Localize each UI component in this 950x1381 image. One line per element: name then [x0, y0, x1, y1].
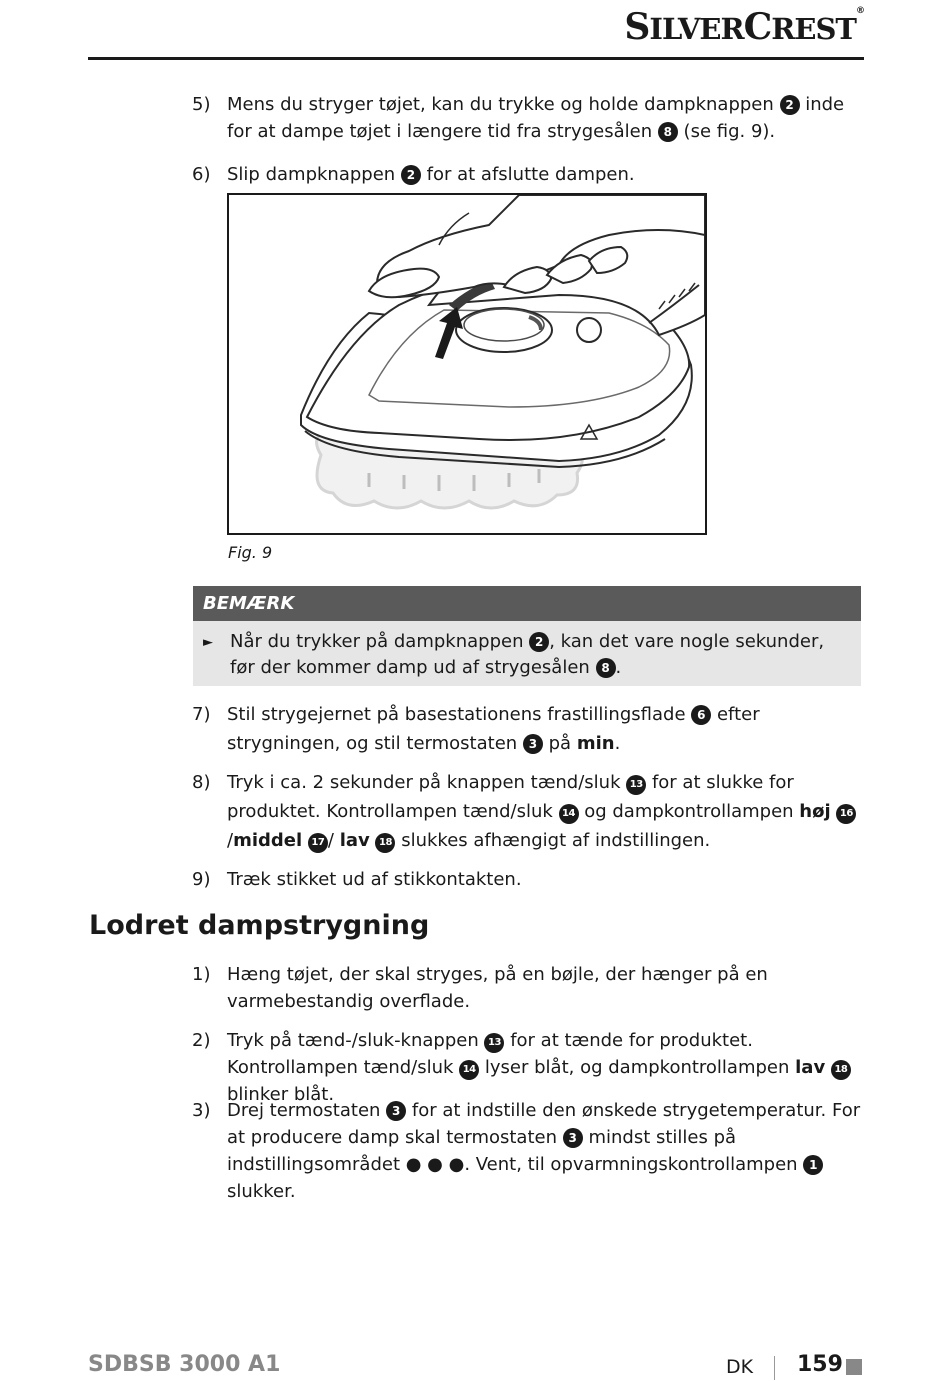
callout-badge: 18 — [375, 833, 395, 853]
steam-iron-illustration — [229, 195, 705, 533]
note-heading: BEMÆRK — [193, 586, 861, 621]
callout-badge: 17 — [308, 833, 328, 853]
figure-9-illustration — [227, 193, 707, 535]
callout-badge: 2 — [780, 95, 800, 115]
page-number: 159 — [797, 1352, 843, 1377]
callout-badge: 14 — [559, 804, 579, 824]
callout-badge: 3 — [523, 734, 543, 754]
step-1 — [192, 961, 864, 1015]
figure-caption: Fig. 9 — [228, 543, 273, 562]
step-number: 2) — [192, 1030, 211, 1051]
callout-badge: 1 — [803, 1155, 823, 1175]
callout-badge: 13 — [626, 775, 646, 795]
callout-badge: 2 — [529, 632, 549, 652]
step-2 — [192, 1027, 864, 1108]
callout-badge: 2 — [401, 165, 421, 185]
callout-badge: 6 — [691, 705, 711, 725]
step-text: Drej termostaten 3 for at indstille den ønskede strygetemperatur. For at producere damp skal termostaten 3 mindst stilles på indstillingsområdet ● ● ●. Vent, til opvarmningskontrollampen 1 slukker. — [227, 1100, 861, 1202]
step-8 — [192, 768, 864, 855]
callout-badge: 18 — [831, 1060, 851, 1080]
step-text: Stil strygejernet på basestationens frastillingsflade 6 efter strygningen, og stil termostaten 3 på min. — [227, 704, 760, 754]
footer-model-number: SDBSB 3000 A1 — [88, 1352, 281, 1377]
step-6 — [192, 161, 864, 188]
callout-badge: 14 — [459, 1060, 479, 1080]
setting-dots: ● ● ● — [405, 1154, 465, 1175]
step-text: Slip dampknappen 2 for at afslutte dampen. — [227, 164, 635, 185]
step-number: 8) — [192, 772, 211, 793]
footer-language: DK — [726, 1356, 754, 1378]
step-number: 6) — [192, 164, 211, 185]
step-number: 3) — [192, 1100, 211, 1121]
step-9 — [192, 866, 864, 893]
callout-badge: 3 — [563, 1128, 583, 1148]
section-title: Lodret dampstrygning — [89, 910, 430, 941]
step-number: 5) — [192, 94, 211, 115]
footer-square-icon — [846, 1359, 862, 1375]
step-text: Tryk på tænd-/sluk-knappen 13 for at tænde for produktet. Kontrollampen tænd/sluk 14 lyser blåt, og dampkontrollampen lav 18 blinker blåt. — [227, 1027, 864, 1108]
step-number: 7) — [192, 704, 211, 725]
step-text: Træk stikket ud af stikkontakten. — [227, 869, 522, 890]
header-rule — [88, 57, 864, 60]
callout-badge: 8 — [596, 658, 616, 678]
bullet-arrow-icon: ► — [203, 635, 213, 650]
step-number: 9) — [192, 869, 211, 890]
step-5 — [192, 91, 864, 145]
callout-badge: 3 — [386, 1101, 406, 1121]
note-body: ► Når du trykker på dampknappen 2 , kan det vare nogle sekunder, før der kommer damp ud af strygesålen 8 . — [193, 621, 861, 686]
step-3 — [192, 1097, 864, 1205]
callout-badge: 16 — [836, 804, 856, 824]
callout-badge: 13 — [484, 1033, 504, 1053]
brand-logo: SILVERCREST® — [624, 6, 864, 48]
step-number: 1) — [192, 964, 211, 985]
step-text: Tryk i ca. 2 sekunder på knappen tænd/sluk 13 for at slukke for produktet. Kontrollampen tænd/sluk 14 og dampkontrollampen høj 16/middel 17 / lav 18 slukkes afhængigt af indstillingen. — [227, 768, 864, 855]
footer-separator — [774, 1356, 775, 1380]
step-text: Mens du stryger tøjet, kan du trykke og holde dampknappen 2 inde for at dampe tøjet i længere tid fra strygesålen 8 (se fig. 9). — [227, 94, 845, 142]
step-text: Hæng tøjet, der skal stryges, på en bøjle, der hænger på en varmebestandig overflade. — [227, 964, 768, 1012]
step-7 — [192, 700, 864, 758]
callout-badge: 8 — [658, 122, 678, 142]
